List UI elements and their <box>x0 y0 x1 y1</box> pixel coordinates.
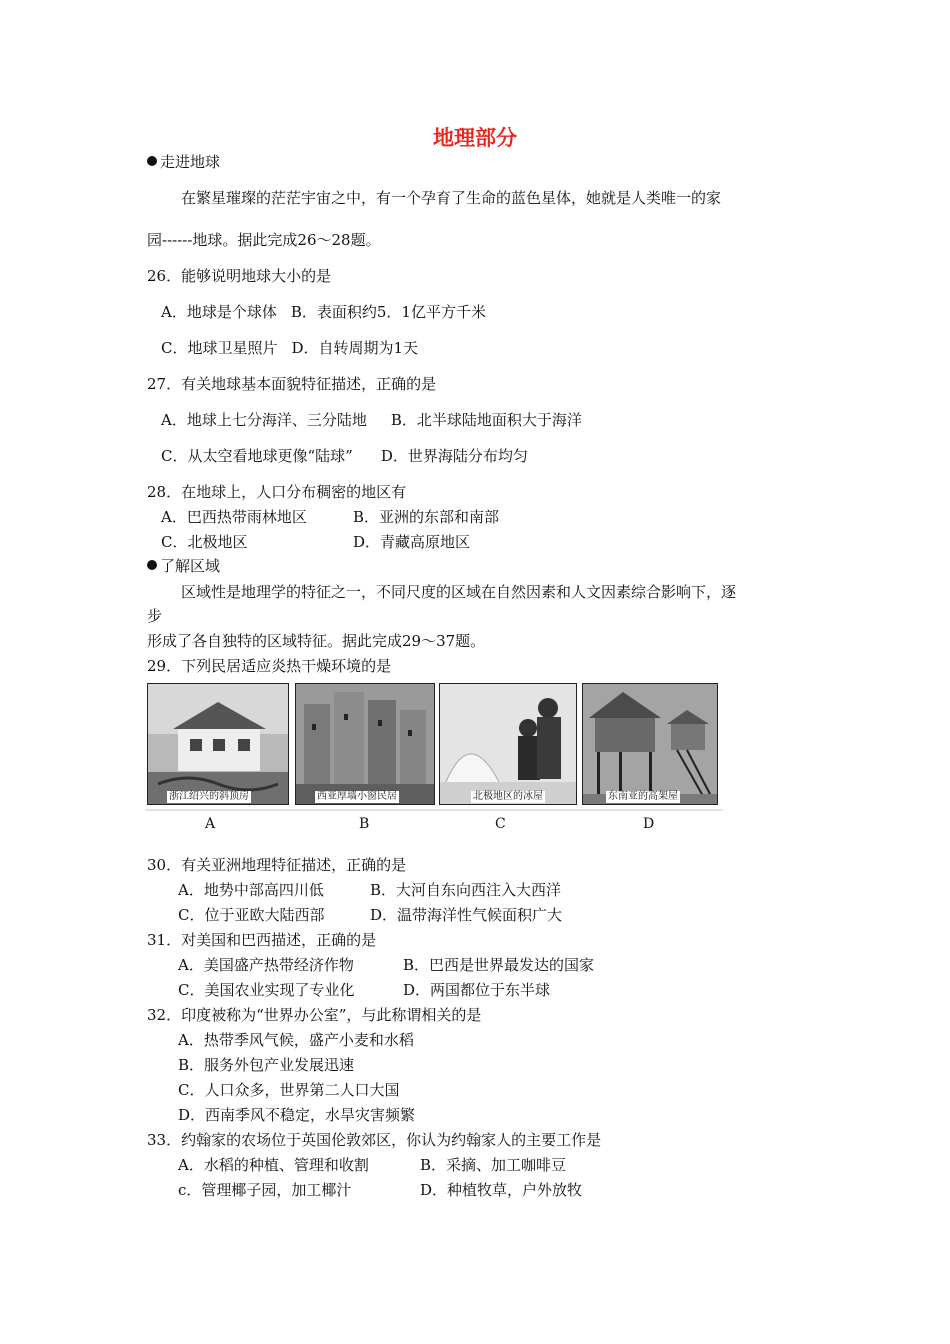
option-row: B．服务外包产业发展迅速 <box>178 1056 355 1074</box>
section-heading: 走进地球 <box>147 152 220 172</box>
option-row: C．位于亚欧大陆西部 D．温带海洋性气候面积广大 <box>178 906 563 924</box>
section-intro: 形成了各自独特的区域特征。据此完成29～37题。 <box>147 632 486 650</box>
section-intro: 区域性是地理学的特征之一，不同尺度的区域在自然因素和人文因素综合影响下，逐 <box>181 583 737 601</box>
option-letter: C <box>495 816 506 832</box>
option-row: A．地势中部高四川低 B．大河自东向西注入大西洋 <box>178 881 562 899</box>
photo-caption: 北极地区的冰屋 <box>473 791 543 802</box>
section-intro: 园------地球。据此完成26～28题。 <box>147 231 381 249</box>
photo-caption: 东南亚的高架屋 <box>608 791 678 802</box>
section-intro: 步 <box>147 607 163 625</box>
photo-caption: 浙江绍兴的斜顶房 <box>169 791 249 802</box>
section-intro: 在繁星璀璨的茫茫宇宙之中，有一个孕育了生命的蓝色星体，她就是人类唯一的家 <box>181 189 722 207</box>
photo-caption: 西亚厚墙小窗民居 <box>317 791 397 802</box>
option-row: A．水稻的种植、管理和收割 B．采摘、加工咖啡豆 <box>178 1156 567 1174</box>
option-row: C．美国农业实现了专业化 D．两国都位于东半球 <box>178 981 551 999</box>
option-row: C．地球卫星照片 D．自转周期为1天 <box>161 339 419 357</box>
strip-divider <box>145 809 723 811</box>
bullet-icon <box>147 560 157 570</box>
question-stem: 30．有关亚洲地理特征描述，正确的是 <box>147 856 407 874</box>
option-letter: B <box>359 816 370 832</box>
option-row: C．从太空看地球更像“陆球” D．世界海陆分布均匀 <box>161 447 528 465</box>
option-letter: D <box>643 816 655 832</box>
option-row: C．北极地区 D．青藏高原地区 <box>161 533 471 551</box>
sloped-roof-house-photo <box>147 683 289 805</box>
option-row: A．美国盛产热带经济作物 B．巴西是世界最发达的国家 <box>178 956 595 974</box>
stilt-house-photo <box>582 683 718 805</box>
question-stem: 33．约翰家的农场位于英国伦敦郊区，你认为约翰家人的主要工作是 <box>147 1131 602 1149</box>
dwelling-photo-strip <box>145 683 725 833</box>
option-row: A．巴西热带雨林地区 B．亚洲的东部和南部 <box>161 508 500 526</box>
option-row: C．人口众多，世界第二人口大国 <box>178 1081 400 1099</box>
option-row: D．西南季风不稳定，水旱灾害频繁 <box>178 1106 416 1124</box>
option-row: c．管理椰子园，加工椰汁 D．种植牧草，户外放牧 <box>178 1181 583 1199</box>
question-stem: 26．能够说明地球大小的是 <box>147 267 332 285</box>
option-row: A．地球上七分海洋、三分陆地 B．北半球陆地面积大于海洋 <box>161 411 582 429</box>
section-heading: 了解区域 <box>147 556 220 576</box>
igloo-photo <box>439 683 577 805</box>
question-stem: 32．印度被称为“世界办公室”，与此称谓相关的是 <box>147 1006 482 1024</box>
option-row: A．热带季风气候，盛产小麦和水稻 <box>178 1031 414 1049</box>
bullet-icon <box>147 156 157 166</box>
page-title: 地理部分 <box>433 126 517 150</box>
question-stem: 29．下列民居适应炎热干燥环境的是 <box>147 657 392 675</box>
thick-wall-dwelling-photo <box>295 683 435 805</box>
question-stem: 31．对美国和巴西描述，正确的是 <box>147 931 377 949</box>
option-row: A．地球是个球体 B．表面积约5．1亿平方千米 <box>161 303 486 321</box>
question-stem: 27．有关地球基本面貌特征描述，正确的是 <box>147 375 437 393</box>
question-stem: 28．在地球上，人口分布稠密的地区有 <box>147 483 407 501</box>
option-letter: A <box>205 816 216 832</box>
